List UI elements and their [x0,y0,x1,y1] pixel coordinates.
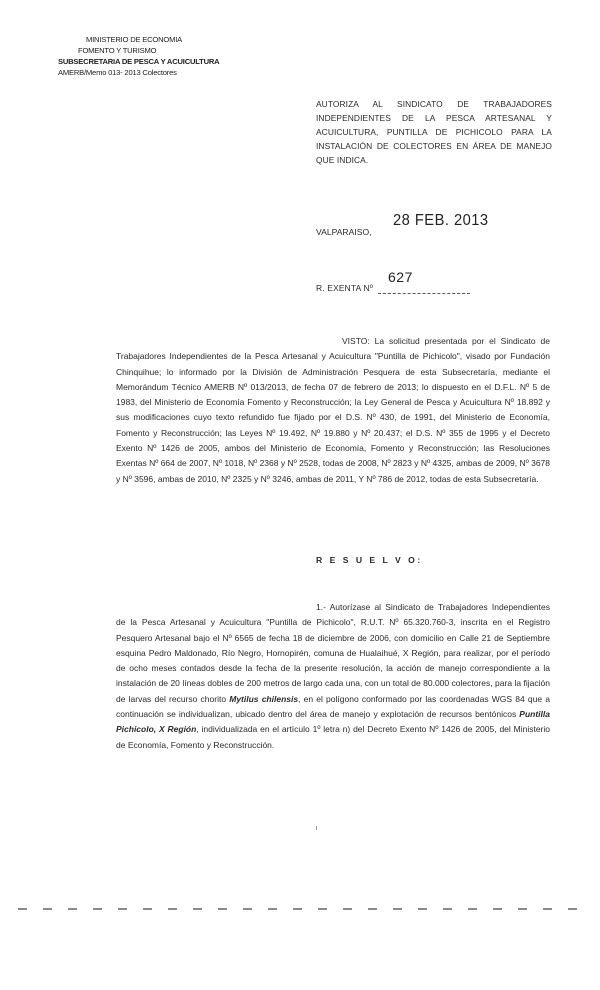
article-1-text-b: , en el polígono conformado por las coordenadas WGS 84 que a continuación se individualizan, ubicado dentro del área de manejo y explotación de recursos bentónicos [116,693,550,720]
bottom-dashed-rule [18,907,584,911]
article-1-text-c: , individualizada en el artículo 1º letra n) del Decreto Exento Nº 1426 de 2005, del Ministerio de Economía, Fomento y Reconstrucción. [116,724,550,750]
resolution-number-label: R. EXENTA Nº [316,283,373,293]
ministry-name: MINISTERIO DE ECONOMIA [86,35,183,44]
species-name: Mytilus chilensis [229,693,299,704]
ministry-subname: FOMENTO Y TURISMO [78,46,157,55]
resolution-number-underline [378,293,470,294]
dashed-rule-graphic [18,907,584,911]
place-date [316,212,556,242]
memo-reference: AMERB/Memo 013- 2013 Colectores [58,68,177,77]
scan-speck [316,826,317,830]
letterhead [56,34,256,78]
date-stamp: 28 FEB. 2013 [393,212,489,229]
resolution-number-value: 627 [388,269,413,285]
resolution-title: AUTORIZA AL SINDICATO DE TRABAJADORES INDEPENDIENTES DE LA PESCA ARTESANAL Y ACUICULTURA, PUNTILLA DE PICHICOLO PARA LA INSTALACIÓN DE COLECTORES EN ÁREA DE MANEJO QUE INDICA. [316,99,552,165]
area-name: Puntilla Pichicolo, X Región [116,709,550,735]
resuelvo-heading: R E S U E L V O: [316,555,423,565]
visto-paragraph: VISTO: La solicitud presentada por el Sindicato de Trabajadores Independientes de la Pesca Artesanal y Acuicultura "Puntilla de Pichicolo", visado por Fundación Chinquihue; lo informado por la División de Administración Pesquera de esta Subsecretaría, mediante el Memorándum Técnico AMERB Nº 013/2013, de fecha 07 de febrero de 2013; lo dispuesto en el D.F.L. Nº 5 de 1983, del Ministerio de Economía Fomento y Reconstrucción; la Ley General de Pesca y Acuicultura Nº 18.892 y sus modificaciones cuyo texto refundido fue fijado por el D.S. Nº 430, de 1991, del Ministerio de Economía, Fomento y Reconstrucción; las Leyes Nº 19.492, Nº 19.880 y Nº 20.437; el D.S. Nº 355 de 1995 y el Decreto Exento Nº 1426 de 2005, ambos del Ministerio de Economía, Fomento y Reconstrucción; las Resoluciones Exentas Nº 664 de 2007, Nº 1018, Nº 2368 y Nº 2528, todas de 2008, Nº 2823 y Nº 4325, ambas de 2009, Nº 3678 y Nº 3596, ambas de 2010, Nº 2325 y Nº 3246, ambas de 2011, Y Nº 786 de 2012, todas de esta Subsecretaría. [116,336,550,484]
article-1-text-a: 1.- Autorízase al Sindicato de Trabajadores Independientes de la Pesca Artesanal y Acuicultura "Puntilla de Pichicolo", R.U.T. Nº 65.320.760-3, inscrita en el Registro Pesquero Artesanal bajo el Nº 6565 de fecha 18 de diciembre de 2006, con domicilio en Calle 21 de Septiembre esquina Pedro Maldonado, Río Negro, Hornopirén, comuna de Hualaihué, X Región, para realizar, por el período de ocho meses contados desde la fecha de la presente resolución, la acción de manejo correspondiente a la instalación de 20 líneas dobles de 200 metros de largo cada una, con un total de 80.000 colectores, para la fijación de larvas del recurso chorito [116,602,550,704]
article-1-paragraph [116,600,550,753]
resolution-number [316,266,476,296]
undersecretariat-name: SUBSECRETARIA DE PESCA Y ACUICULTURA [58,57,220,66]
place-label: VALPARAISO, [316,227,372,237]
